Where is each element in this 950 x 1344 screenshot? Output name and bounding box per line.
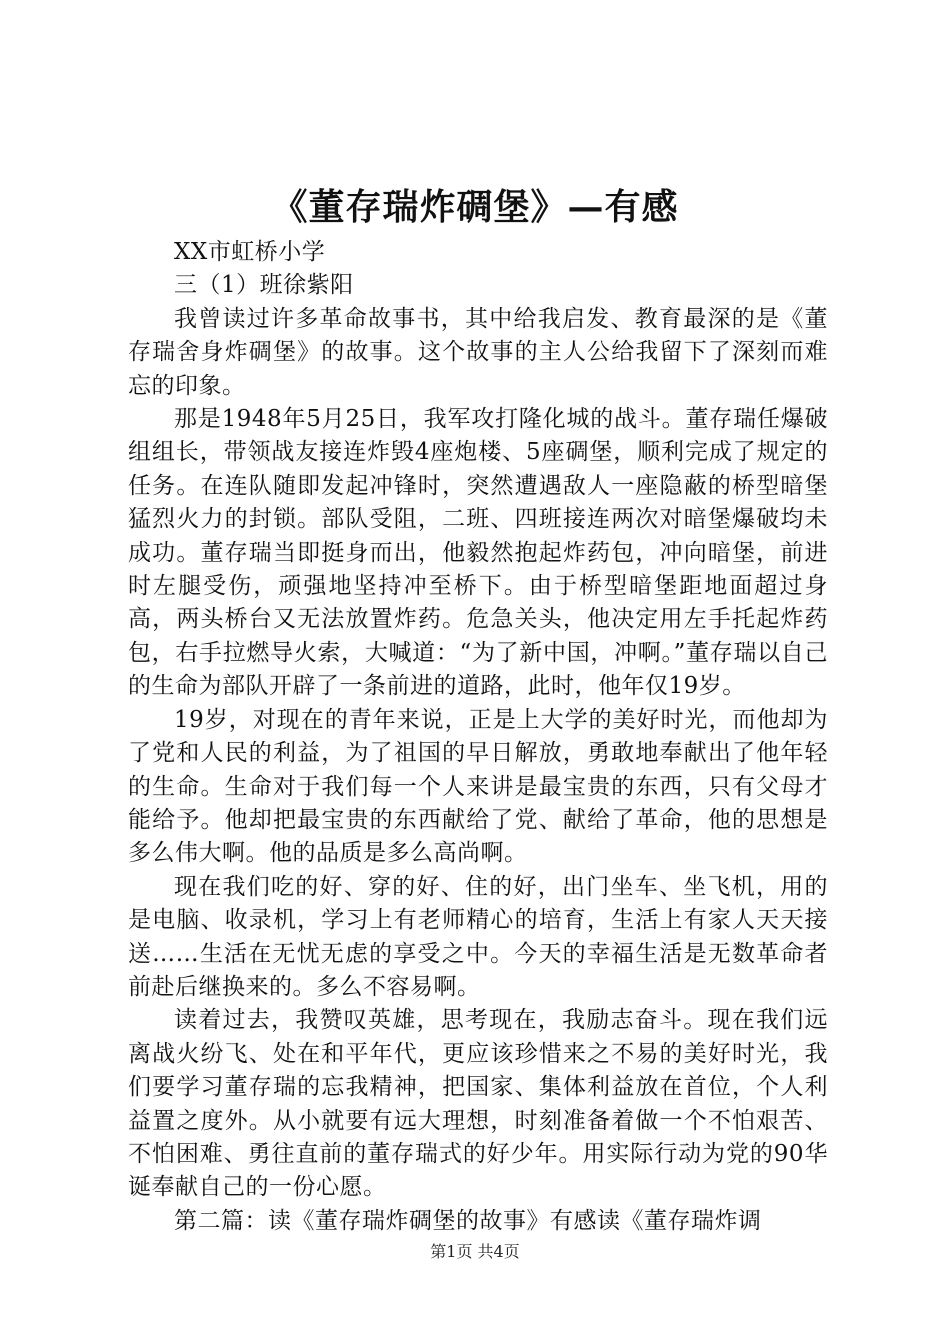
page-number-footer: 第1页 共4页 [430, 1242, 520, 1261]
author-line: 三（1）班徐紫阳 [174, 272, 354, 299]
paragraph: 19岁，对现在的青年来说，正是上大学的美好时光，而他却为了党和人民的利益，为了祖国的早日解放，勇敢地奉献出了他年轻的生命。生命对于我们每一个人来讲是最宝贵的东西，只有父母才能给予。他却把最宝贵的东西献给了党、献给了革命，他的思想是多么伟大啊。他的品质是多么高尚啊。 [128, 706, 828, 867]
paragraph: 那是1948年5月25日，我军攻打隆化城的战斗。董存瑞任爆破组组长，带领战友接连炸毁4座炮楼、5座碉堡，顺利完成了规定的任务。在连队随即发起冲锋时，突然遭遇敌人一座隐蔽的桥型暗堡猛烈火力的封锁。部队受阻，二班、四班接连两次对暗堡爆破均未成功。董存瑞当即挺身而出，他毅然抱起炸药包，冲向暗堡，前进时左腿受伤，顽强地坚持冲至桥下。由于桥型暗堡距地面超过身高，两头桥台又无法放置炸药。危急关头，他决定用左手托起炸药包，右手拉燃导火索，大喊道：“为了新中国，冲啊。”董存瑞以自己的生命为部队开辟了一条前进的道路，此时，他年仅19岁。 [128, 406, 828, 700]
school-line: XX市虹桥小学 [174, 239, 326, 265]
paragraph: 我曾读过许多革命故事书，其中给我启发、教育最深的是《董存瑞舍身炸碉堡》的故事。这个故事的主人公给我留下了深刻而难忘的印象。 [128, 305, 828, 399]
paragraph: 现在我们吃的好、穿的好、住的好，出门坐车、坐飞机，用的是电脑、收录机，学习上有老师精心的培育，生活上有家人天天接送……生活在无忧无虑的享受之中。今天的幸福生活是无数革命者前赴后继换来的。多么不容易啊。 [128, 873, 828, 1000]
paragraph: 读着过去，我赞叹英雄，思考现在，我励志奋斗。现在我们远离战火纷飞、处在和平年代，更应该珍惜来之不易的美好时光，我们要学习董存瑞的忘我精神，把国家、集体利益放在首位，个人利益置之度外。从小就要有远大理想，时刻准备着做一个不怕艰苦、不怕困难、勇往直前的董存瑞式的好少年。用实际行动为党的90华诞奉献自己的一份心愿。 [128, 1007, 828, 1201]
document-title: 《董存瑞炸碉堡》—有感 [271, 186, 679, 228]
paragraph: 第二篇：读《董存瑞炸碉堡的故事》有感读《董存瑞炸调 [174, 1207, 762, 1234]
document-body [128, 236, 828, 1238]
